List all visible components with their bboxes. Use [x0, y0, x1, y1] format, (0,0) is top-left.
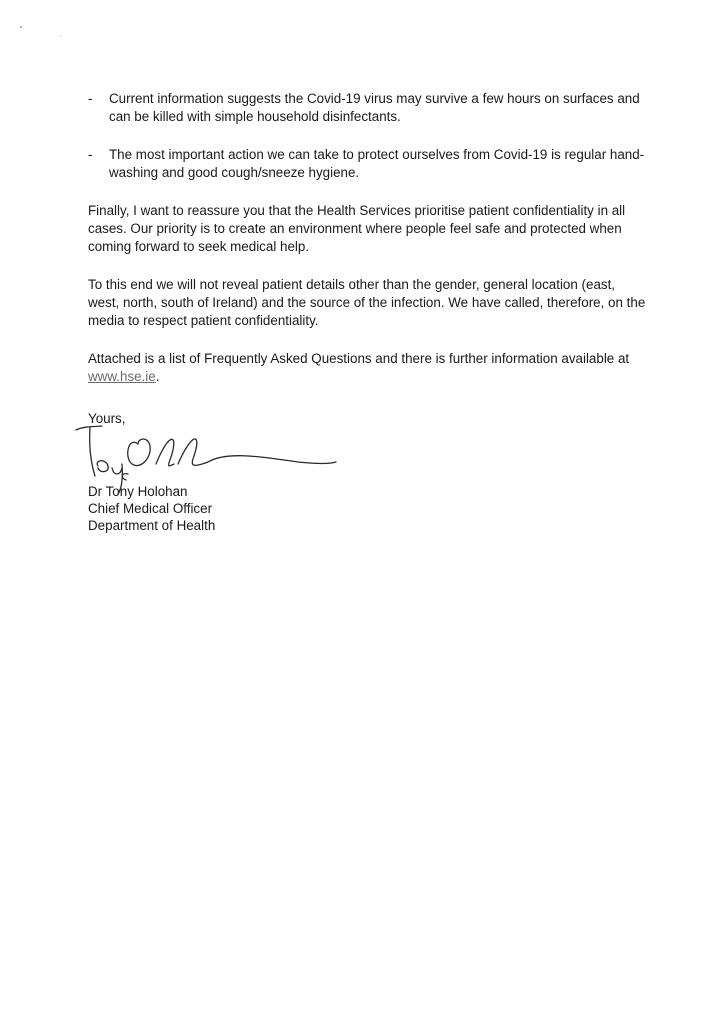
bullet-item — [88, 90, 648, 126]
paragraph-confidentiality: Finally, I want to reassure you that the Health Services prioritise patient confidentiality in all cases. Our priority is to create an environment where people feel safe and protected when coming forward to seek medical help. — [88, 203, 626, 254]
bullet-marker: - — [88, 91, 93, 106]
link-suffix: . — [155, 369, 160, 384]
signatory-name: Dr Tony Holohan — [88, 484, 188, 499]
paragraph-attached — [88, 350, 648, 386]
paragraph-patient-details: To this end we will not reveal patient details other than the gender, general location (east, west, north, south of Ireland) and the source of the infection. We have called, therefore, on the media to respect patient confidentiality. — [88, 277, 646, 328]
bullet-text: The most important action we can take to protect ourselves from Covid-19 is regular hand-washing and good cough/sneeze hygiene. — [109, 147, 645, 180]
bullet-item — [88, 146, 648, 182]
bullet-text: Current information suggests the Covid-19 virus may survive a few hours on surfaces and can be killed with simple household disinfectants. — [109, 91, 640, 124]
signatory-block — [88, 483, 215, 534]
bullet-marker: - — [88, 147, 93, 162]
signatory-title: Chief Medical Officer — [88, 501, 213, 516]
closing-salutation: Yours, — [88, 411, 126, 426]
signatory-department: Department of Health — [88, 518, 216, 533]
scan-speck — [60, 36, 61, 37]
attached-text: Attached is a list of Frequently Asked Questions and there is further information available at — [88, 351, 630, 366]
scan-speck — [20, 26, 22, 28]
hse-link[interactable]: www.hse.ie — [88, 369, 156, 384]
letter-body — [88, 90, 648, 406]
handwritten-signature — [68, 414, 348, 494]
